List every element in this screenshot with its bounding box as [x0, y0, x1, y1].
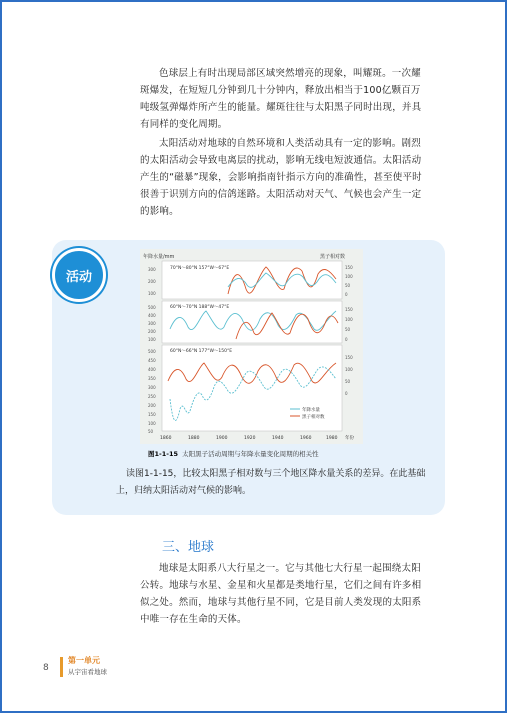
- y-tick: 100: [148, 337, 156, 342]
- page-number: 8: [43, 663, 49, 673]
- figure-number: 图1-1-15: [148, 450, 178, 458]
- chart-svg: [140, 249, 363, 444]
- y-tick: 50: [148, 429, 154, 434]
- chart-ylabel-right: 黑子相对数: [320, 254, 346, 260]
- chart-region-2: 60°N～70°N 188°W～47°E: [170, 305, 230, 310]
- paragraph-earth: 地球是太阳系八大行星之一。它与其他七大行星一起围绕太阳公转。地球与水星、金星和火星都是类地行星，它们之间有许多相似之处。然而，地球与其他行星不同，它是目前人类发现的太阳系中唯一存在生命的天体。: [140, 563, 422, 625]
- y-tick: 100: [148, 421, 156, 426]
- sunspot-precipitation-chart: [140, 249, 363, 444]
- right-tick: 150: [345, 355, 353, 360]
- figure-title: 太阳黑子活动周期与年降水量变化周期的相关性: [182, 450, 319, 458]
- footer-divider: [60, 657, 63, 677]
- x-tick: 1860: [160, 436, 172, 441]
- right-tick: 0: [345, 292, 348, 297]
- x-tick: 1920: [244, 436, 256, 441]
- y-tick: 200: [148, 279, 156, 284]
- legend-sunspot: 黑子相对数: [302, 415, 325, 420]
- x-tick: 1980: [326, 436, 338, 441]
- y-tick: 300: [148, 321, 156, 326]
- y-tick: 300: [148, 267, 156, 272]
- x-tick: 1900: [216, 436, 228, 441]
- chart-region-1: 70°N～80°N 157°W～67°E: [170, 266, 230, 271]
- y-tick: 400: [148, 367, 156, 372]
- y-tick: 100: [148, 291, 156, 296]
- y-tick: 300: [148, 385, 156, 390]
- right-tick: 50: [345, 327, 351, 332]
- figure-caption: [148, 449, 319, 458]
- unit-subtitle: 从宇宙看地球: [68, 668, 107, 676]
- paragraph-flare: 色球层上有时出现局部区域突然增亮的现象，叫耀斑。一次耀斑爆发，在短短几分钟到几十分钟内，释放出相当于100亿颗百万吨级氢弹爆炸所产生的能量。耀斑往往与太阳黑子同时出现，并具有同样的变化周期。: [140, 68, 422, 130]
- y-tick: 500: [148, 349, 156, 354]
- right-tick: 50: [345, 379, 351, 384]
- chart-ylabel-left: 年降水量/mm: [143, 254, 175, 260]
- y-tick: 450: [148, 358, 156, 363]
- y-tick: 500: [148, 305, 156, 310]
- y-tick: 250: [148, 394, 156, 399]
- y-tick: 150: [148, 412, 156, 417]
- right-tick: 150: [345, 307, 353, 312]
- y-tick: 400: [148, 313, 156, 318]
- right-tick: 150: [345, 265, 353, 270]
- legend-precip: 年降水量: [302, 408, 320, 413]
- x-tick: 1940: [272, 436, 284, 441]
- unit-title: 第一单元: [68, 656, 100, 665]
- right-tick: 100: [345, 317, 353, 322]
- right-tick: 50: [345, 283, 351, 288]
- right-tick: 100: [345, 367, 353, 372]
- x-tick: 1960: [300, 436, 312, 441]
- right-tick: 0: [345, 391, 348, 396]
- right-tick: 0: [345, 337, 348, 342]
- chart-region-3: 60°N～66°N 177°W～150°E: [170, 349, 233, 354]
- paragraph-solar-impact: 太阳活动对地球的自然环境和人类活动具有一定的影响。剧烈的太阳活动会导致电离层的扰动，影响无线电短波通信。太阳活动产生的“磁暴”现象，会影响指南针指示方向的准确性，甚至使平时很善于识别方向的信鸽迷路。太阳活动对天气、气候也会产生一定的影响。: [140, 138, 422, 217]
- right-tick: 100: [345, 274, 353, 279]
- y-tick: 350: [148, 376, 156, 381]
- section-title: 三、地球: [162, 540, 215, 555]
- x-axis-label: 年份: [345, 436, 354, 441]
- activity-badge: 活动: [52, 248, 106, 302]
- activity-task: 读图1-1-15，比较太阳黑子相对数与三个地区降水量关系的差异。在此基础上，归纳太阳活动对气候的影响。: [116, 469, 426, 496]
- x-tick: 1880: [188, 436, 200, 441]
- y-tick: 200: [148, 329, 156, 334]
- y-tick: 200: [148, 403, 156, 408]
